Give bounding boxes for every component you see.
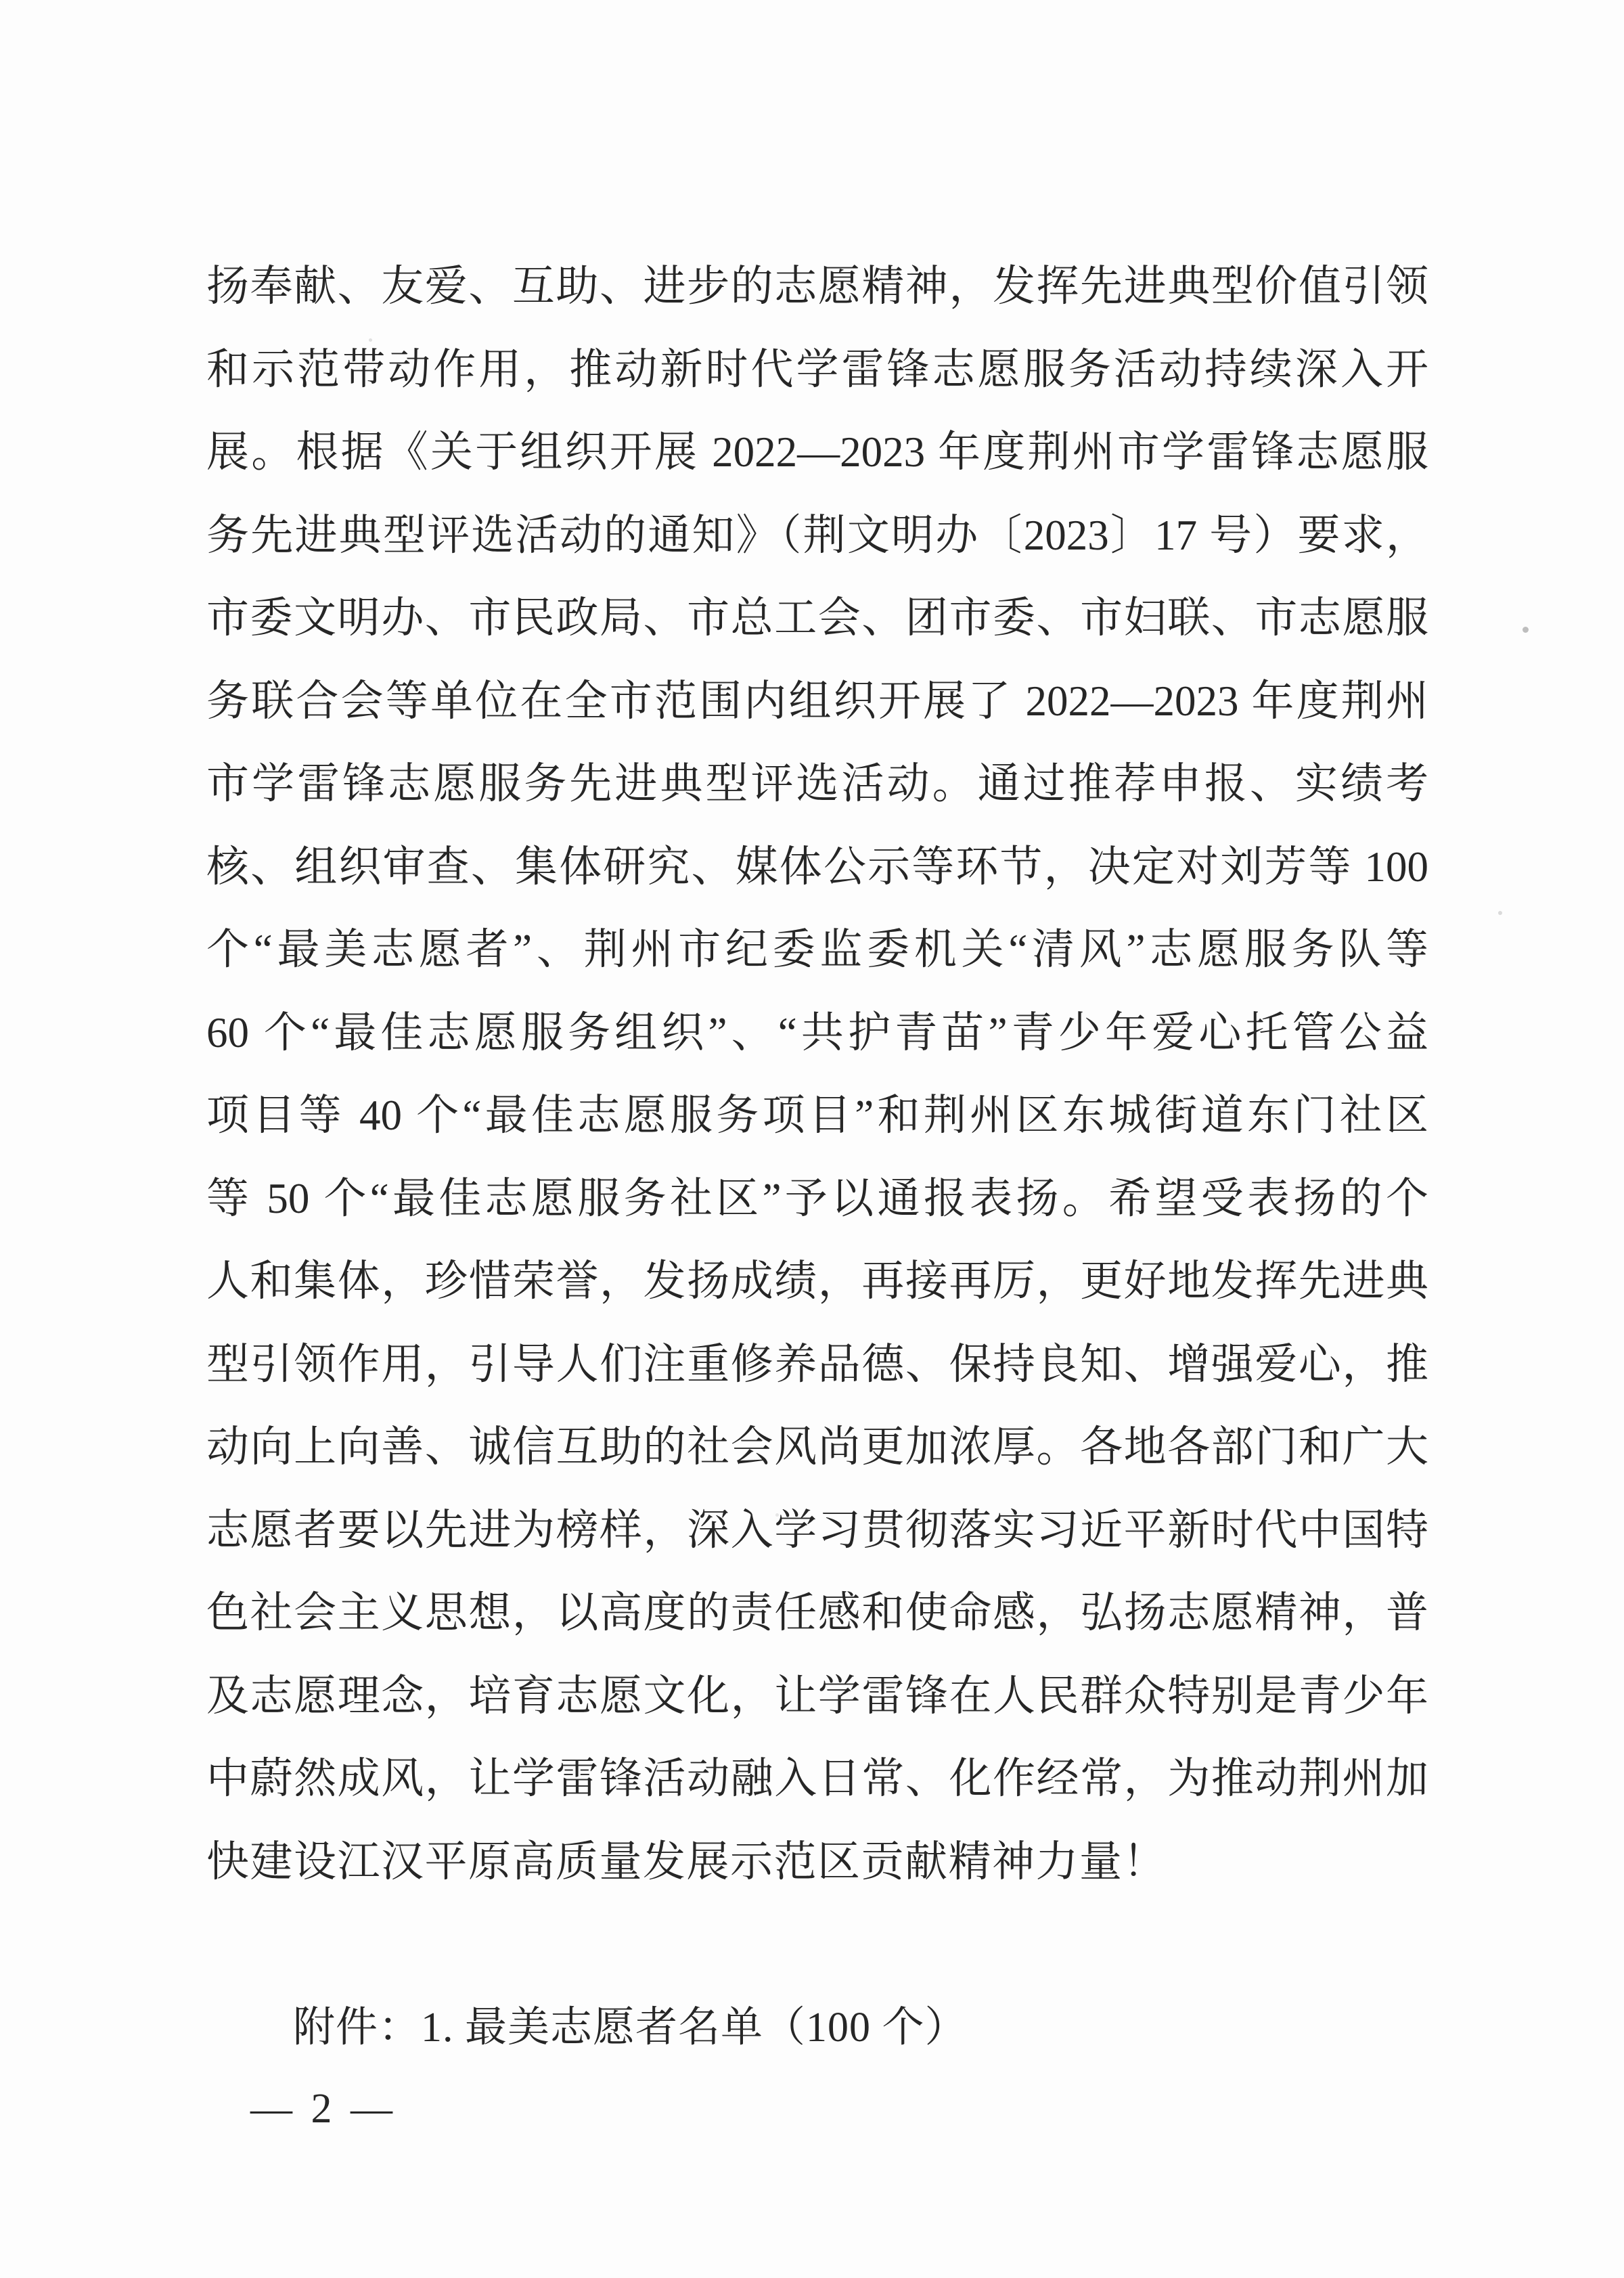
body-line: 务先进典型评选活动的通知》（荆文明办〔2023〕17 号）要求， — [206, 511, 1428, 559]
body-line: 扬奉献、友爱、互助、进步的志愿精神，发挥先进典型价值引领 — [206, 263, 1428, 310]
page-number: — 2 — — [250, 2086, 397, 2132]
body-line: 等 50 个“最佳志愿服务社区”予以通报表扬。希望受表扬的个 — [206, 1174, 1428, 1222]
body-line: 色社会主义思想，以高度的责任感和使命感，弘扬志愿精神，普 — [206, 1589, 1428, 1636]
body-line: 核、组织审查、集体研究、媒体公示等环节，决定对刘芳等 100 — [206, 843, 1428, 891]
body-line: 中蔚然成风，让学雷锋活动融入日常、化作经常，为推动荆州加 — [206, 1755, 1428, 1802]
body-line: 项目等 40 个“最佳志愿服务项目”和荆州区东城街道东门社区 — [206, 1092, 1428, 1139]
scan-speck — [369, 338, 372, 342]
body-line: 务联合会等单位在全市范围内组织开展了 2022—2023 年度荆州 — [206, 677, 1428, 725]
scan-speck — [775, 1513, 779, 1517]
attachment-line: 附件：1. 最美志愿者名单（100 个） — [293, 2005, 968, 2051]
body-line: 60 个“最佳志愿服务组织”、“共护青苗”青少年爱心托管公益 — [206, 1008, 1428, 1056]
body-line: 和示范带动作用，推动新时代学雷锋志愿服务活动持续深入开 — [206, 345, 1428, 393]
scan-speck — [1522, 627, 1529, 633]
body-line: 快建设江汉平原高质量发展示范区贡献精神力量！ — [206, 1837, 1167, 1885]
body-line: 志愿者要以先进为榜样，深入学习贯彻落实习近平新时代中国特 — [206, 1506, 1428, 1554]
body-line: 人和集体，珍惜荣誉，发扬成绩，再接再厉，更好地发挥先进典 — [206, 1257, 1428, 1305]
body-line: 市学雷锋志愿服务先进典型评选活动。通过推荐申报、实绩考 — [206, 760, 1428, 807]
body-line: 型引领作用，引导人们注重修养品德、保持良知、增强爱心，推 — [206, 1340, 1428, 1388]
body-line: 市委文明办、市民政局、市总工会、团市委、市妇联、市志愿服 — [206, 594, 1428, 642]
scan-speck — [1498, 911, 1502, 915]
body-line: 动向上向善、诚信互助的社会风尚更加浓厚。各地各部门和广大 — [206, 1423, 1428, 1471]
body-line: 个“最美志愿者”、荆州市纪委监委机关“清风”志愿服务队等 — [206, 926, 1428, 973]
document-body — [206, 245, 1428, 1903]
body-line: 及志愿理念，培育志愿文化，让学雷锋在人民群众特别是青少年 — [206, 1672, 1428, 1720]
body-line: 展。根据《关于组织开展 2022—2023 年度荆州市学雷锋志愿服 — [206, 428, 1428, 476]
